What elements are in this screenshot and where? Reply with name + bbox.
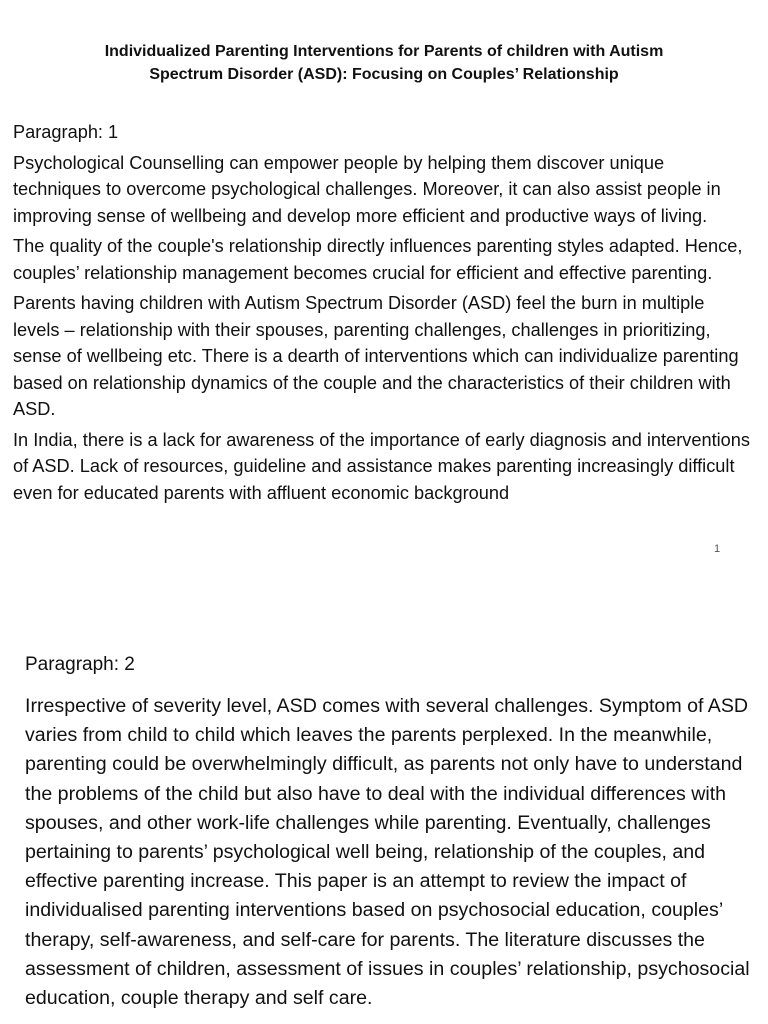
document-title: [40, 40, 728, 86]
paragraph-1-text-4: In India, there is a lack for awareness of the importance of early diagnosis and interventions of ASD. Lack of resources, guideline and assistance makes parenting increasingly difficult even for educated parents with affluent economic background: [13, 429, 751, 503]
paragraph-1-text-2: The quality of the couple's relationship directly influences parenting styles adapted. Hence, couples’ relationship management becomes crucial for efficient and effective parenting.: [13, 236, 743, 283]
paragraph-2-label: Paragraph: 2: [25, 654, 135, 675]
slide-1-body: [13, 119, 755, 510]
paragraph-1-text-3: Parents having children with Autism Spectrum Disorder (ASD) feel the burn in multiple levels – relationship with their spouses, parenting challenges, challenges in prioritizing, sense of wellbeing etc. There is a dearth of interventions which can individualize parenting based on relationship dynamics of the couple and the characteristics of their children with ASD.: [13, 293, 739, 419]
paragraph-1-label: Paragraph: 1: [13, 122, 119, 142]
paragraph-1-text-1: Psychological Counselling can empower people by helping them discover unique techniques to overcome psychological challenges. Moreover, it can also assist people in improving sense of wellbeing and develop more efficient and productive ways of living.: [13, 152, 721, 226]
title-line-2: Spectrum Disorder (ASD): Focusing on Couples’ Relationship: [149, 66, 619, 83]
slide-2: [0, 610, 768, 1024]
title-line-1: Individualized Parenting Interventions for Parents of children with Autism: [104, 43, 664, 60]
paragraph-2-text: Irrespective of severity level, ASD comes with several challenges. Symptom of ASD varies from child to child which leaves the parents perplexed. In the meanwhile, parenting could be overwhelmingly difficult, as parents not only have to understand the problems of the child but also have to deal with the individual differences with spouses, and other work-life challenges while parenting. Eventually, challenges pertaining to parents’ psychological well being, relationship of the couples, and effective parenting increase. This paper is an attempt to review the impact of individualised parenting interventions based on psychosocial education, couples’ therapy, self-awareness, and self-care for parents. The literature discusses the assessment of children, assessment of issues in couples’ relationship, psychosocial education, couple therapy and self care.: [25, 695, 750, 1010]
page-number: 1: [714, 543, 721, 555]
